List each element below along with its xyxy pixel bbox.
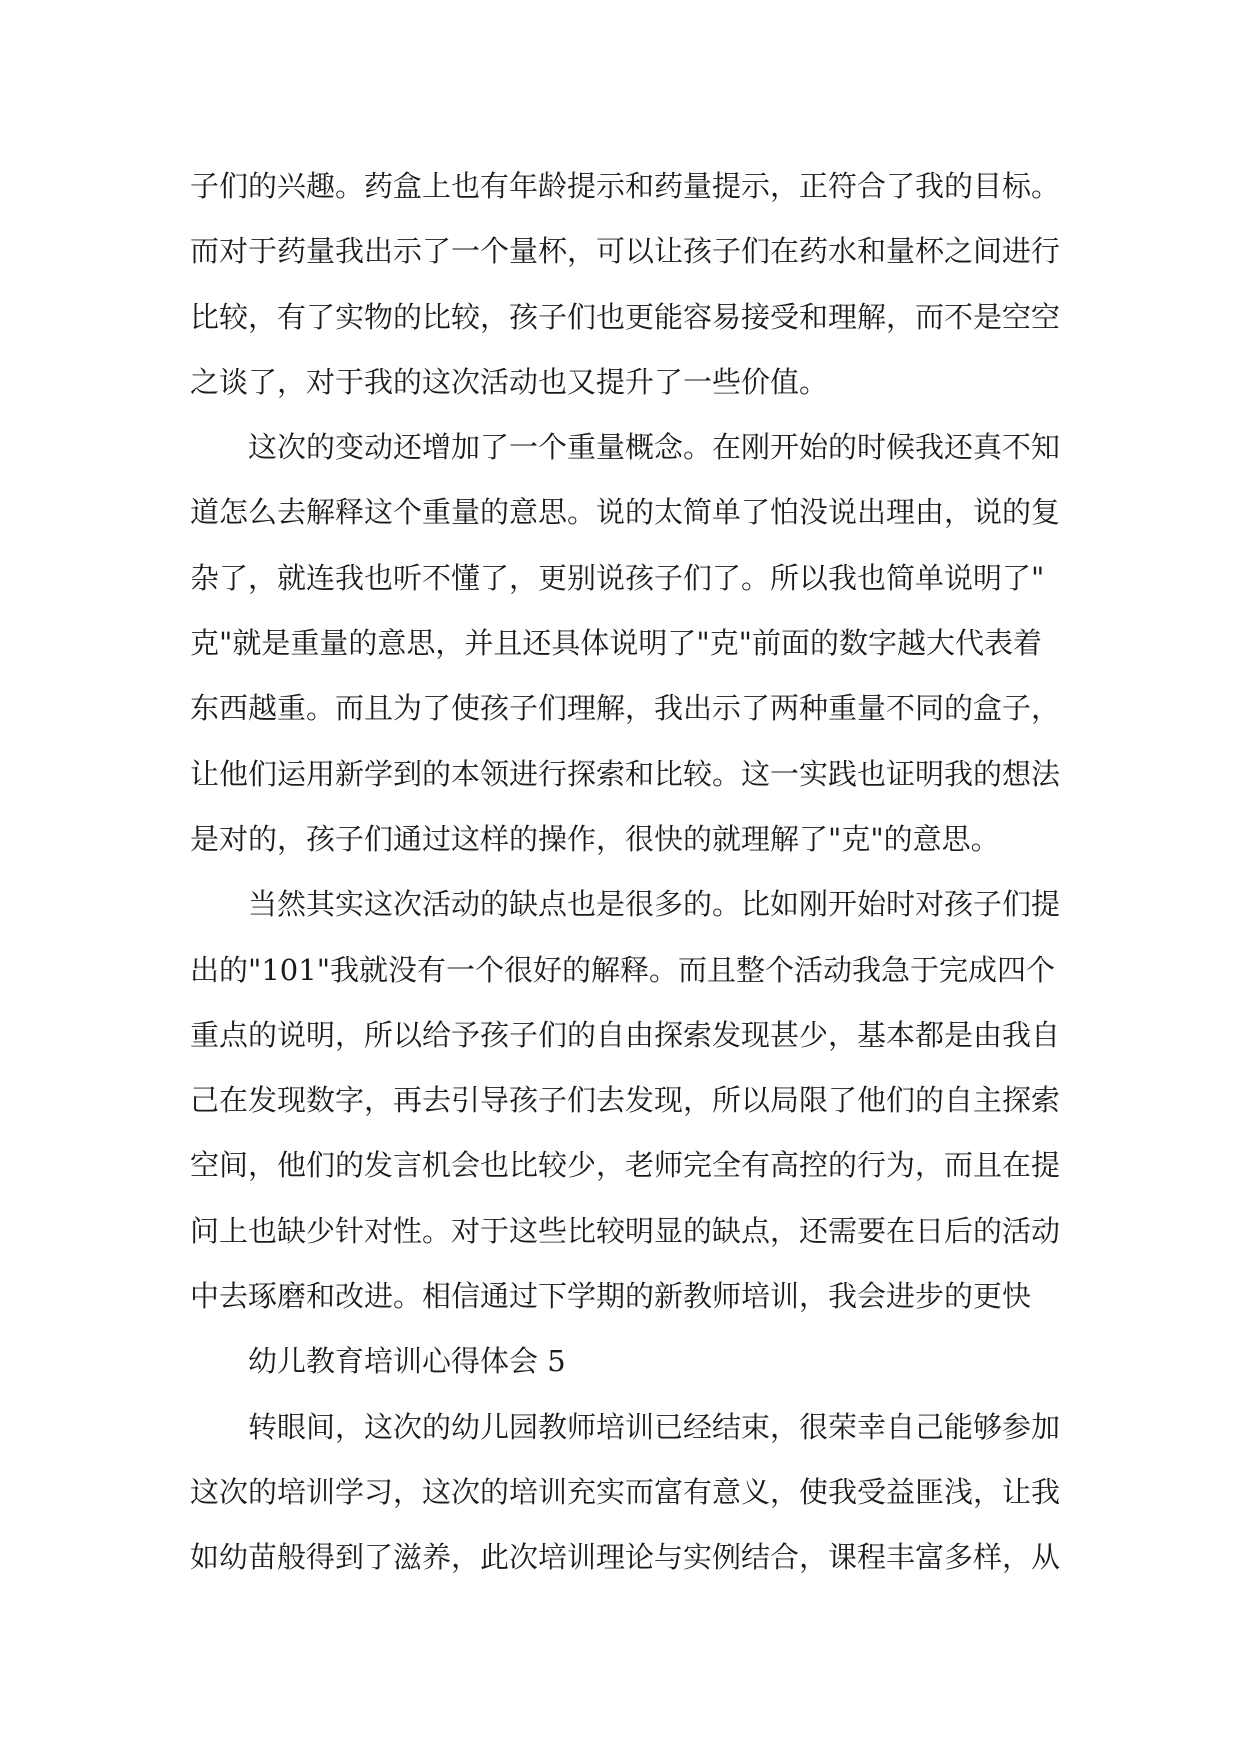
text-line: 己在发现数字，再去引导孩子们去发现，所以局限了他们的自主探索 xyxy=(190,1083,1061,1118)
text-line: 这次的变动还增加了一个重量概念。在刚开始的时候我还真不知 xyxy=(248,430,1061,465)
text-line: 是对的，孩子们通过这样的操作，很快的就理解了"克"的意思。 xyxy=(190,821,1000,856)
text-line: 之谈了，对于我的这次活动也又提升了一些价值。 xyxy=(190,364,829,399)
text-line: 问上也缺少针对性。对于这些比较明显的缺点，还需要在日后的活动 xyxy=(190,1213,1061,1248)
text-line: 克"就是重量的意思，并且还具体说明了"克"前面的数字越大代表着 xyxy=(190,626,1043,661)
text-line: 让他们运用新学到的本领进行探索和比较。这一实践也证明我的想法 xyxy=(190,756,1061,791)
text-line: 幼儿教育培训心得体会 5 xyxy=(248,1344,566,1379)
text-line: 当然其实这次活动的缺点也是很多的。比如刚开始时对孩子们提 xyxy=(248,887,1061,922)
text-line: 而对于药量我出示了一个量杯，可以让孩子们在药水和量杯之间进行 xyxy=(190,234,1061,269)
text-line: 道怎么去解释这个重量的意思。说的太简单了怕没说出理由，说的复 xyxy=(190,495,1061,530)
text-line: 如幼苗般得到了滋养，此次培训理论与实例结合，课程丰富多样，从 xyxy=(190,1540,1061,1575)
text-line: 杂了，就连我也听不懂了，更别说孩子们了。所以我也简单说明了" xyxy=(190,560,1045,595)
text-line: 比较，有了实物的比较，孩子们也更能容易接受和理解，而不是空空 xyxy=(190,299,1061,334)
body-text xyxy=(190,154,1070,1591)
text-line: 空间，他们的发言机会也比较少，老师完全有高控的行为，而且在提 xyxy=(190,1148,1061,1183)
text-line: 东西越重。而且为了使孩子们理解，我出示了两种重量不同的盒子， xyxy=(190,691,1061,726)
text-line: 中去琢磨和改进。相信通过下学期的新教师培训，我会进步的更快 xyxy=(190,1279,1032,1314)
text-line: 转眼间，这次的幼儿园教师培训已经结束，很荣幸自己能够参加 xyxy=(248,1409,1061,1444)
text-line: 出的"101"我就没有一个很好的解释。而且整个活动我急于完成四个 xyxy=(190,952,1056,987)
text-line: 重点的说明，所以给予孩子们的自由探索发现甚少，基本都是由我自 xyxy=(190,1017,1061,1052)
text-line: 这次的培训学习，这次的培训充实而富有意义，使我受益匪浅，让我 xyxy=(190,1474,1061,1509)
text-line: 子们的兴趣。药盒上也有年龄提示和药量提示，正符合了我的目标。 xyxy=(190,169,1061,203)
